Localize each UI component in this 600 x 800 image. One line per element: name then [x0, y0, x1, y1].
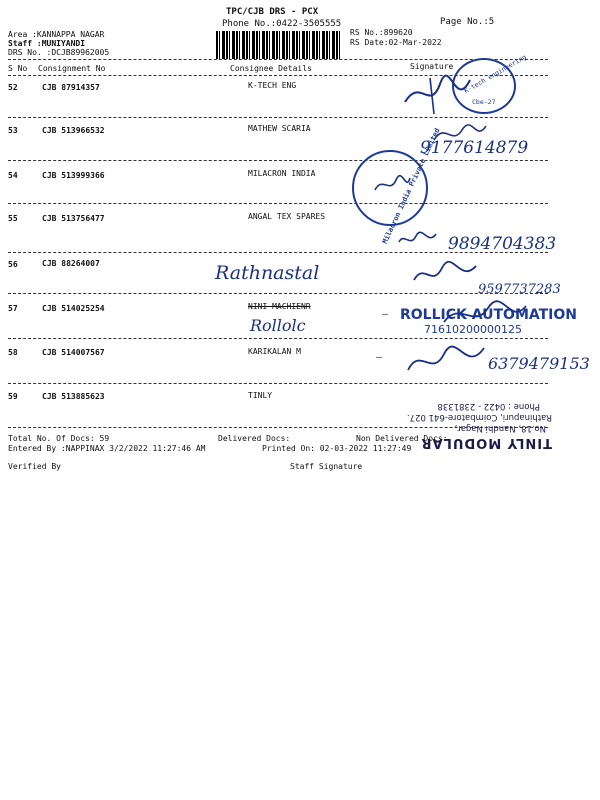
tinly-stamp-name: TINLY MODULAR [420, 435, 552, 450]
phone-number: Phone No.:0422-3505555 [222, 19, 342, 29]
tinly-stamp-phone: Phone : 0422 - 2381338 [437, 401, 540, 411]
row-sno: 58 [8, 348, 18, 357]
signature-56 [410, 258, 480, 294]
col-sno: S No [8, 64, 28, 73]
row-consignee: NINI MACHIENR [248, 302, 311, 311]
signature-57 [440, 296, 530, 336]
row-sno: 56 [8, 260, 18, 269]
row-consignee: K-TECH ENG [248, 81, 297, 90]
rs-date: RS Date:02-Mar-2022 [350, 38, 442, 47]
divider [8, 160, 548, 161]
row-sno: 53 [8, 126, 18, 135]
row-consignment: CJB 513999366 [42, 171, 105, 180]
page-number: Page No.:5 [440, 17, 495, 27]
rollick-stamp: ROLLICK AUTOMATION [400, 307, 578, 323]
staff-signature: Staff Signature [290, 462, 363, 471]
divider [8, 203, 548, 204]
entered-by: Entered By :NAPPINAX 3/2/2022 11:27:46 AM [8, 444, 206, 453]
signature-angal [396, 228, 440, 250]
divider [8, 338, 548, 339]
drs-value: DCJB89962005 [51, 48, 110, 57]
dash-mark: — [382, 309, 389, 320]
row-sno: 54 [8, 171, 18, 180]
milacron-stamp-text: Milacron India Private Limited [380, 127, 442, 245]
signature-milacron [372, 172, 412, 200]
handwritten-phone-58: 6379479153 [488, 354, 590, 373]
document-title: TPC/CJB DRS - PCX [226, 7, 319, 17]
area-line [8, 30, 104, 39]
total-docs: Total No. Of Docs: 59 [8, 434, 110, 443]
row-consignment: CJB 87914357 [42, 83, 100, 92]
rs-number: RS No.:899620 [350, 28, 413, 37]
row-sno: 57 [8, 304, 18, 313]
handwritten-name-56: Rathnastal [215, 262, 320, 284]
dash-mark: — [376, 352, 383, 363]
handwritten-name-57: Rollolc [250, 316, 306, 335]
ktech-stamp-text: K-tech engineering [462, 52, 528, 96]
row-sno: 59 [8, 392, 18, 401]
ktech-stamp-city: Cbe-27 [472, 98, 496, 106]
col-consignee: Consignee Details [230, 64, 312, 73]
drs-label: DRS No. : [8, 48, 52, 57]
tinly-stamp-address-2: Rathinapuri, Coimbatore-641 027. [406, 412, 552, 422]
barcode [216, 31, 340, 59]
col-signature: Signature [410, 62, 454, 71]
row-consignment: CJB 513756477 [42, 214, 105, 223]
row-consignment: CJB 513966532 [42, 126, 105, 135]
handwritten-phone-55: 9894704383 [448, 234, 557, 254]
area-value: KANNAPPA NAGAR [36, 30, 105, 39]
row-sno: 52 [8, 83, 18, 92]
signature-ktech [400, 72, 480, 118]
handwritten-phone-53: 9177614879 [420, 138, 529, 158]
handwritten-phone-56: 9597737283 [478, 282, 561, 297]
row-consignee: MATHEW SCARIA [248, 124, 311, 133]
printed-on: Printed On: 02-03-2022 11:27:49 [262, 444, 412, 453]
row-consignee: MILACRON INDIA [248, 169, 316, 178]
non-delivered-docs: Non Delivered Docs: [356, 434, 448, 443]
row-consignment: CJB 88264007 [42, 259, 100, 268]
tinly-stamp-address-1: No.18, Nandhi Nagar, [454, 423, 546, 433]
row-consignment: CJB 513885623 [42, 392, 105, 401]
row-consignee: KARIKALAN M [248, 347, 301, 356]
signature-58 [404, 340, 488, 384]
rollick-stamp-number: 71610200000125 [424, 323, 522, 336]
col-consignment: Consignment No [38, 64, 106, 73]
drs-line [8, 48, 109, 57]
verified-by: Verified By [8, 462, 61, 471]
row-sno: 55 [8, 214, 18, 223]
staff-line [8, 39, 85, 48]
row-consignee: ANGAL TEX SPARES [248, 212, 326, 221]
row-consignment: CJB 514025254 [42, 304, 105, 313]
row-consignment: CJB 514007567 [42, 348, 105, 357]
staff-label: Staff : [8, 39, 42, 48]
area-label: Area : [8, 30, 37, 39]
divider [8, 59, 548, 60]
row-consignee: TINLY [248, 391, 273, 400]
staff-value: MUNIYANDI [41, 39, 86, 48]
delivered-docs: Delivered Docs: [218, 434, 291, 443]
